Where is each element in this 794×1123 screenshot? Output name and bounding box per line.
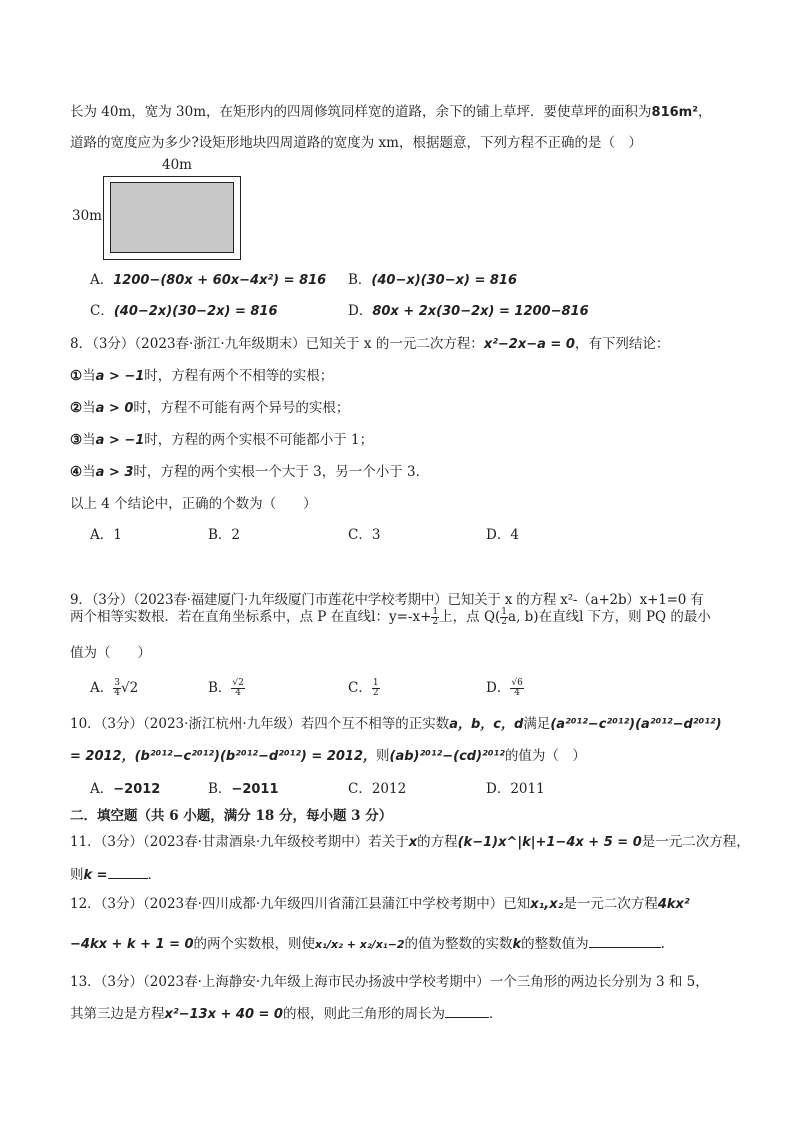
figure-width-label: 40m <box>162 157 192 173</box>
q12-answer-blank[interactable] <box>589 933 661 948</box>
q13-line2: 其第三边是方程x²−13x + 40 = 0的根，则此三角形的周长为 ． <box>70 1003 502 1025</box>
q11-answer-blank[interactable] <box>108 864 148 879</box>
q8-equation: x²−2x−a = 0 <box>483 337 575 352</box>
q9-option-a: A． $\frac{3}{4}$ √2 <box>90 678 139 698</box>
q11-line1: 11．（3分）（2023春·甘肃酒泉·九年级校考期中）若关于x的方程(k−1)x^|k|+1−4x + 5 = 0是一元二次方程， <box>70 834 750 850</box>
q10-line1: 10．（3分）（2023·浙江杭州·九年级）若四个互不相等的正实数a，b，c，d满足(a²⁰¹²−c²⁰¹²)(a²⁰¹²−d²⁰¹²) <box>70 716 722 732</box>
q8-option-c: C．3 <box>348 527 381 543</box>
q9-option-d: D． $\frac{√6}{4}$ <box>486 678 523 698</box>
q9-option-c: C． $\frac{1}{2}$ <box>348 678 379 698</box>
q9-option-b: B． $\frac{√2}{4}$ <box>208 678 244 698</box>
figure-height-label: 30m <box>72 208 102 224</box>
q10-option-b: B．−2011 <box>208 781 279 797</box>
section-heading-fill-in: 二．填空题（共 6 小题，满分 18 分，每小题 3 分） <box>70 808 393 824</box>
q10-option-d: D．2011 <box>486 781 545 797</box>
q8-question: 以上 4 个结论中，正确的个数为（ ） <box>70 496 317 512</box>
q7-text-1-end: ， <box>697 104 712 120</box>
q8-stem: 8．（3分）（2023春·浙江·九年级期末）已知关于 x 的一元二次方程：x²−2x−a = 0，有下列结论： <box>70 336 670 352</box>
q13-answer-blank[interactable] <box>445 1003 489 1018</box>
q8-option-b: B．2 <box>208 527 241 543</box>
q7-area-value: 816m² <box>651 105 698 120</box>
q8-item-3: ③当a > −1时，方程的两个实根不可能都小于 1； <box>70 432 374 448</box>
q9-fraction-half: $\frac{1}{2}$ <box>432 607 439 627</box>
q10-option-a: A．−2012 <box>90 781 161 797</box>
q7-option-b: B．(40−x)(30−x) = 816 <box>348 272 518 288</box>
q7-option-c: C．(40−2x)(30−2x) = 816 <box>90 303 278 319</box>
q7-text-1: 长为 40m，宽为 30m，在矩形内的四周修筑同样宽的道路，余下的铺上草坪．要使草坪的面积为 <box>70 104 652 120</box>
q7-line2: 道路的宽度应为多少?设矩形地块四周道路的宽度为 xm，根据题意，下列方程不正确的是（ ） <box>70 135 642 151</box>
q8-item-4: ④当a > 3时，方程的两个实根一个大于 3，另一个小于 3． <box>70 464 430 480</box>
q8-option-d: D．4 <box>486 527 519 543</box>
q12-line2: −4kx + k + 1 = 0的两个实数根，则使x₁/x₂ + x₂/x₁−2的值为整数的实数k的整数值为 . <box>70 933 665 955</box>
q9-line3: 值为（ ） <box>70 645 151 661</box>
q7-option-d: D．80x + 2x(30−2x) = 1200−816 <box>348 303 589 319</box>
q9-fraction-half-2: $\frac{1}{2}$ <box>501 607 508 627</box>
q7-line1 <box>70 102 711 123</box>
q9-line1: 9．（3分）（2023春·福建厦门·九年级厦门市莲花中学校考期中）已知关于 x 的方程 x²-（a+2b）x+1=0 有 <box>70 592 704 608</box>
q10-line2: = 2012，(b²⁰¹²−c²⁰¹²)(b²⁰¹²−d²⁰¹²) = 2012，则(ab)²⁰¹²−(cd)²⁰¹²的值为（ ） <box>70 748 586 764</box>
q11-line2: 则k = ． <box>70 864 161 886</box>
q12-line1: 12．（3分）（2023春·四川成都·九年级四川省蒲江县蒲江中学校考期中）已知x₁,x₂是一元二次方程4kx² <box>70 896 690 912</box>
q7-option-a: A．1200−(80x + 60x−4x²) = 816 <box>90 272 327 288</box>
q8-option-a: A．1 <box>90 527 122 543</box>
figure-lawn-rectangle <box>110 182 234 253</box>
q10-option-c: C．2012 <box>348 781 407 797</box>
q13-line1: 13．（3分）（2023春·上海静安·九年级上海市民办扬波中学校考期中）一个三角形的两边长分别为 3 和 5， <box>70 974 709 990</box>
q8-item-2: ②当a > 0时，方程不可能有两个异号的实根； <box>70 400 350 416</box>
q8-item-1: ①当a > −1时，方程有两个不相等的实根； <box>70 368 334 384</box>
q9-line2: 两个相等实数根．若在直角坐标系中，点 P 在直线l：y=-x+ $\frac{1}{2}$ 上，点 Q( $\frac{1}{2}$ a, b)在直线l 下方，则 PQ 的最小 <box>70 607 711 627</box>
